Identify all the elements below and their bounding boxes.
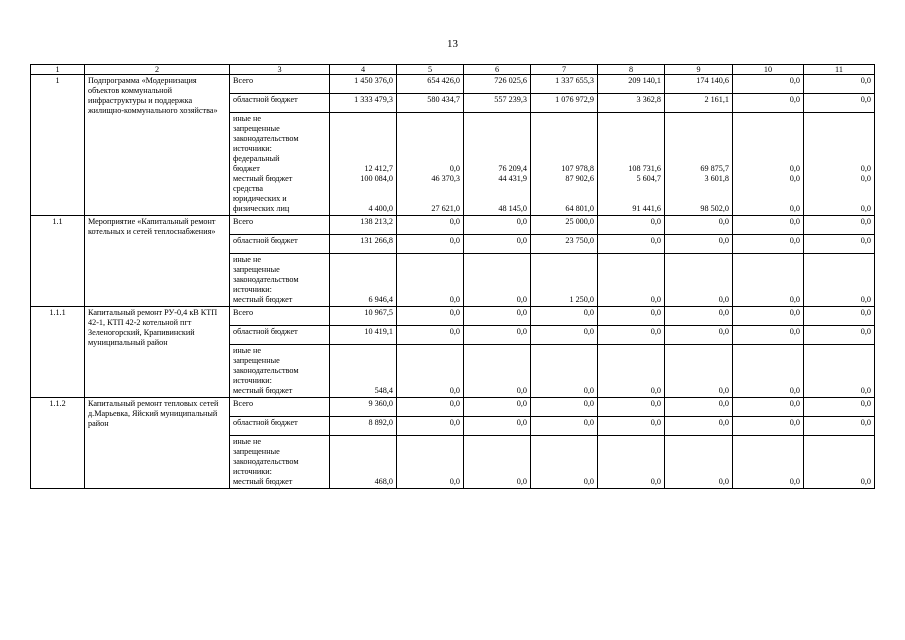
value-cell: 138 213,2 — [330, 216, 397, 235]
value-cell: 46 370,3 — [431, 174, 460, 183]
value-cell: 9 360,0 — [330, 398, 397, 417]
source-label-total: Всего — [230, 75, 330, 94]
value-cell: 0,0 — [464, 216, 531, 235]
column-number: 3 — [230, 65, 330, 75]
value-cell-multi — [733, 113, 804, 216]
value-cell: 0,0 — [733, 417, 804, 436]
source-label-total: Всего — [230, 398, 330, 417]
value-cell: 0,0 — [733, 235, 804, 254]
value-cell: 2 161,1 — [665, 94, 733, 113]
value-cell: 0,0 — [598, 326, 665, 345]
value-cell: 4 400,0 — [368, 204, 393, 213]
value-cell: 10 967,5 — [330, 307, 397, 326]
value-cell: 0,0 — [531, 307, 598, 326]
value-cell: 1 076 972,9 — [531, 94, 598, 113]
value-cell: 91 441,6 — [632, 204, 661, 213]
value-cell-multi — [598, 113, 665, 216]
source-label-total: Всего — [230, 216, 330, 235]
source-label-oblast: областной бюджет — [230, 235, 330, 254]
value-cell: 0,0 — [860, 174, 871, 183]
value-cell: 0,0 — [464, 235, 531, 254]
column-number: 7 — [531, 65, 598, 75]
value-cell: 27 621,0 — [431, 204, 460, 213]
budget-table — [30, 64, 875, 489]
value-cell: 174 140,6 — [665, 75, 733, 94]
value-cell: 3 601,8 — [704, 174, 729, 183]
section-code: 1.1.1 — [31, 307, 85, 398]
value-cell: 6 946,4 — [368, 295, 393, 304]
value-cell: 1 250,0 — [569, 295, 594, 304]
value-cell: 0,0 — [516, 477, 527, 486]
value-cell: 0,0 — [665, 307, 733, 326]
value-cell-multi — [330, 113, 397, 216]
value-cell: 131 266,8 — [330, 235, 397, 254]
value-cell: 0,0 — [397, 326, 464, 345]
value-cell: 0,0 — [397, 235, 464, 254]
source-label-other — [230, 254, 330, 307]
value-cell: 0,0 — [860, 164, 871, 173]
value-cell-multi — [531, 113, 598, 216]
value-cell-multi — [464, 436, 531, 489]
value-cell: 0,0 — [397, 398, 464, 417]
other-sources-line: источники: — [233, 376, 272, 385]
value-cell: 1 337 655,3 — [531, 75, 598, 94]
value-cell-multi — [598, 254, 665, 307]
value-cell: 0,0 — [598, 398, 665, 417]
column-number: 9 — [665, 65, 733, 75]
value-cell: 44 431,9 — [498, 174, 527, 183]
other-sources-line: источники: — [233, 467, 272, 476]
value-cell: 5 604,7 — [636, 174, 661, 183]
value-cell: 0,0 — [665, 417, 733, 436]
value-cell: 0,0 — [804, 235, 875, 254]
value-cell-multi — [397, 254, 464, 307]
value-cell: 557 239,3 — [464, 94, 531, 113]
value-cell: 0,0 — [804, 417, 875, 436]
value-cell-multi — [804, 436, 875, 489]
sub-source-line: юридических и — [233, 194, 287, 203]
value-cell-multi — [665, 254, 733, 307]
value-cell-multi — [598, 345, 665, 398]
value-cell: 0,0 — [733, 75, 804, 94]
value-cell: 76 209,4 — [498, 164, 527, 173]
value-cell: 0,0 — [804, 94, 875, 113]
section-code: 1.1.2 — [31, 398, 85, 489]
value-cell-multi — [531, 254, 598, 307]
value-cell: 0,0 — [665, 235, 733, 254]
value-cell: 0,0 — [718, 386, 729, 395]
section-name: Мероприятие «Капитальный ремонт котельных и сетей теплоснабжения» — [85, 216, 230, 307]
value-cell: 0,0 — [449, 295, 460, 304]
column-number: 10 — [733, 65, 804, 75]
value-cell: 10 419,1 — [330, 326, 397, 345]
value-cell: 23 750,0 — [531, 235, 598, 254]
value-cell: 0,0 — [789, 204, 800, 213]
value-cell: 107 978,8 — [561, 164, 594, 173]
value-cell: 0,0 — [804, 216, 875, 235]
value-cell: 0,0 — [789, 295, 800, 304]
value-cell: 0,0 — [397, 417, 464, 436]
other-sources-line: законодательством — [233, 457, 299, 466]
value-cell: 48 145,0 — [498, 204, 527, 213]
value-cell: 0,0 — [860, 477, 871, 486]
value-cell: 0,0 — [516, 386, 527, 395]
value-cell-multi — [804, 254, 875, 307]
value-cell-multi — [464, 345, 531, 398]
value-cell: 0,0 — [789, 174, 800, 183]
value-cell-multi — [733, 345, 804, 398]
value-cell-multi — [804, 345, 875, 398]
value-cell: 0,0 — [733, 326, 804, 345]
value-cell: 0,0 — [650, 477, 661, 486]
value-cell: 0,0 — [598, 216, 665, 235]
value-cell: 0,0 — [650, 386, 661, 395]
value-cell: 87 902,6 — [565, 174, 594, 183]
value-cell-multi — [330, 254, 397, 307]
value-cell: 0,0 — [449, 164, 460, 173]
source-label-total: Всего — [230, 307, 330, 326]
value-cell: 0,0 — [583, 386, 594, 395]
value-cell: 0,0 — [733, 94, 804, 113]
column-number: 6 — [464, 65, 531, 75]
value-cell: 0,0 — [860, 386, 871, 395]
value-cell: 69 875,7 — [700, 164, 729, 173]
sub-source-line: средства — [233, 184, 264, 193]
value-cell: 108 731,6 — [628, 164, 661, 173]
other-sources-line: иные не — [233, 346, 261, 355]
source-label-other — [230, 345, 330, 398]
value-cell: 25 000,0 — [531, 216, 598, 235]
value-cell-multi — [397, 436, 464, 489]
value-cell: 0,0 — [860, 204, 871, 213]
value-cell: 12 412,7 — [364, 164, 393, 173]
value-cell-multi — [531, 436, 598, 489]
value-cell-multi — [464, 113, 531, 216]
value-cell-multi — [464, 254, 531, 307]
value-cell: 8 892,0 — [330, 417, 397, 436]
value-cell: 64 801,0 — [565, 204, 594, 213]
value-cell: 0,0 — [665, 326, 733, 345]
sub-source-line: бюджет — [233, 164, 260, 173]
section-code: 1 — [31, 75, 85, 216]
value-cell: 0,0 — [804, 75, 875, 94]
value-cell: 726 025,6 — [464, 75, 531, 94]
source-label-oblast: областной бюджет — [230, 417, 330, 436]
value-cell: 0,0 — [733, 398, 804, 417]
other-sources-line: законодательством — [233, 366, 299, 375]
column-number: 8 — [598, 65, 665, 75]
value-cell-multi — [330, 345, 397, 398]
column-number: 1 — [31, 65, 85, 75]
other-sources-line: запрещенные — [233, 265, 280, 274]
value-cell-multi — [598, 436, 665, 489]
sub-source-line: местный бюджет — [233, 386, 293, 395]
value-cell: 0,0 — [733, 307, 804, 326]
value-cell: 0,0 — [583, 477, 594, 486]
value-cell: 0,0 — [789, 386, 800, 395]
sub-source-line: местный бюджет — [233, 174, 293, 183]
section-total-row — [31, 75, 875, 94]
value-cell: 209 140,1 — [598, 75, 665, 94]
value-cell: 0,0 — [789, 477, 800, 486]
section-name: Капитальный ремонт тепловых сетей д.Марьевка, Яйский муниципальный район — [85, 398, 230, 489]
value-cell: 0,0 — [665, 216, 733, 235]
column-number-row — [31, 65, 875, 75]
other-sources-line: иные не — [233, 255, 261, 264]
value-cell: 468,0 — [374, 477, 393, 486]
other-sources-line: запрещенные — [233, 447, 280, 456]
value-cell: 0,0 — [598, 307, 665, 326]
value-cell-multi — [733, 436, 804, 489]
section-code: 1.1 — [31, 216, 85, 307]
other-sources-line: запрещенные — [233, 356, 280, 365]
value-cell-multi — [531, 345, 598, 398]
value-cell-multi — [397, 113, 464, 216]
value-cell: 0,0 — [464, 398, 531, 417]
value-cell: 0,0 — [718, 477, 729, 486]
value-cell: 3 362,8 — [598, 94, 665, 113]
section-total-row — [31, 307, 875, 326]
column-number: 11 — [804, 65, 875, 75]
other-sources-line: законодательством — [233, 275, 299, 284]
value-cell: 0,0 — [531, 417, 598, 436]
value-cell: 0,0 — [804, 307, 875, 326]
value-cell: 0,0 — [397, 307, 464, 326]
value-cell: 0,0 — [804, 326, 875, 345]
value-cell: 0,0 — [464, 307, 531, 326]
value-cell: 0,0 — [598, 417, 665, 436]
value-cell: 0,0 — [789, 164, 800, 173]
value-cell: 0,0 — [598, 235, 665, 254]
value-cell-multi — [804, 113, 875, 216]
value-cell: 0,0 — [397, 216, 464, 235]
sub-source-line: местный бюджет — [233, 295, 293, 304]
value-cell: 0,0 — [449, 386, 460, 395]
value-cell: 0,0 — [733, 216, 804, 235]
source-label-oblast: областной бюджет — [230, 94, 330, 113]
column-number: 5 — [397, 65, 464, 75]
page-number: 13 — [447, 38, 458, 50]
other-sources-line: источники: — [233, 285, 272, 294]
value-cell: 0,0 — [516, 295, 527, 304]
sub-source-line: местный бюджет — [233, 477, 293, 486]
value-cell-multi — [397, 345, 464, 398]
value-cell: 0,0 — [718, 295, 729, 304]
value-cell-multi — [330, 436, 397, 489]
value-cell: 548,4 — [374, 386, 393, 395]
value-cell-multi — [665, 436, 733, 489]
value-cell: 0,0 — [449, 477, 460, 486]
other-sources-line: законодательством — [233, 134, 299, 143]
column-number: 2 — [85, 65, 230, 75]
source-label-other — [230, 436, 330, 489]
value-cell: 0,0 — [860, 295, 871, 304]
sub-source-line: физических лиц — [233, 204, 290, 213]
value-cell: 0,0 — [531, 326, 598, 345]
other-sources-line: запрещенные — [233, 124, 280, 133]
other-sources-line: иные не — [233, 437, 261, 446]
section-total-row — [31, 398, 875, 417]
other-sources-line: иные не — [233, 114, 261, 123]
value-cell: 1 333 479,3 — [330, 94, 397, 113]
value-cell: 0,0 — [464, 326, 531, 345]
source-label-other — [230, 113, 330, 216]
value-cell-multi — [733, 254, 804, 307]
column-number: 4 — [330, 65, 397, 75]
value-cell-multi — [665, 345, 733, 398]
other-sources-line: источники: — [233, 144, 272, 153]
section-name: Капитальный ремонт РУ-0,4 кВ КТП 42-1, КТП 42-2 котельной пгт Зеленогорский, Крапивинский муниципальный район — [85, 307, 230, 398]
value-cell: 0,0 — [531, 398, 598, 417]
value-cell: 580 434,7 — [397, 94, 464, 113]
value-cell: 1 450 376,0 — [330, 75, 397, 94]
section-total-row — [31, 216, 875, 235]
value-cell-multi — [665, 113, 733, 216]
value-cell: 98 502,0 — [700, 204, 729, 213]
value-cell: 0,0 — [650, 295, 661, 304]
source-label-oblast: областной бюджет — [230, 326, 330, 345]
section-name: Подпрограмма «Модернизация объектов коммунальной инфраструктуры и поддержка жилищно-коммунального хозяйства» — [85, 75, 230, 216]
value-cell: 0,0 — [665, 398, 733, 417]
sub-source-line: федеральный — [233, 154, 280, 163]
value-cell: 0,0 — [804, 398, 875, 417]
value-cell: 0,0 — [464, 417, 531, 436]
value-cell: 654 426,0 — [397, 75, 464, 94]
value-cell: 100 084,0 — [360, 174, 393, 183]
